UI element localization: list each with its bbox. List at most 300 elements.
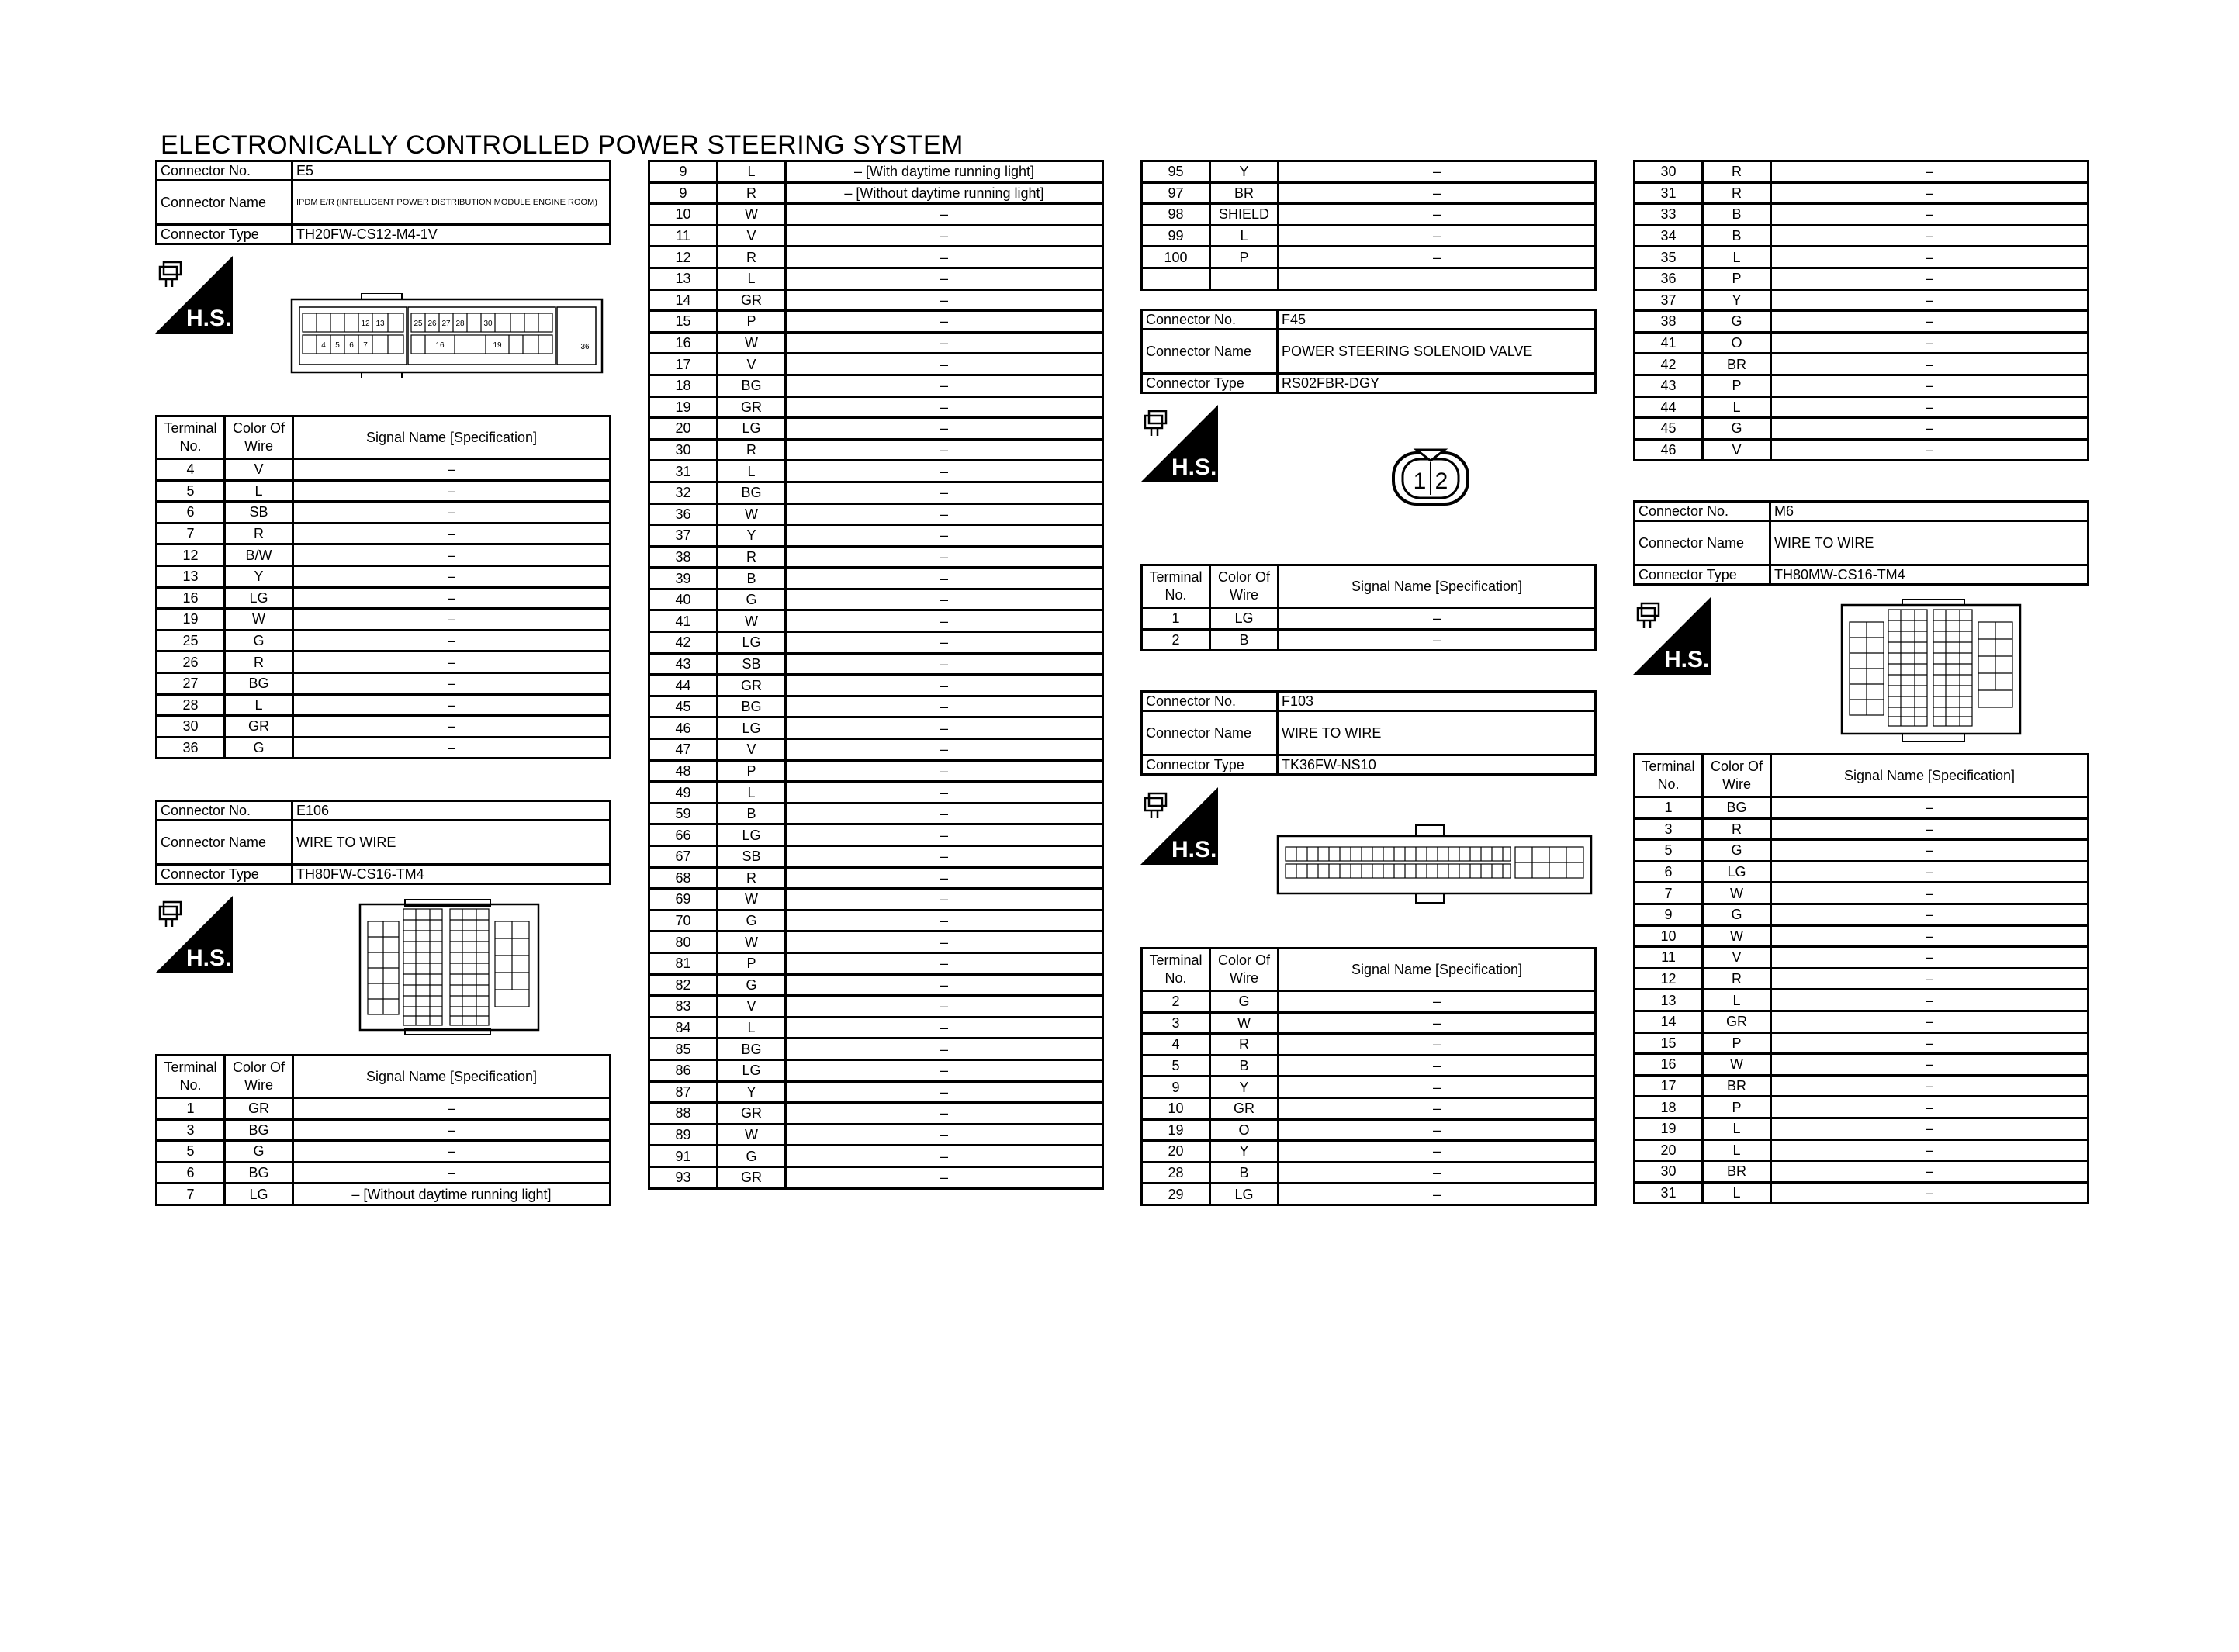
terminal-row bbox=[157, 1141, 611, 1163]
signal-name-cell: – bbox=[293, 1162, 611, 1184]
terminal-no-cell: 28 bbox=[157, 694, 225, 716]
terminal-row bbox=[1635, 1032, 2088, 1054]
connector-no-label: Connector No. bbox=[1142, 692, 1278, 711]
wire-color-cell: BR bbox=[1703, 1075, 1771, 1097]
terminal-no-cell: 68 bbox=[649, 867, 718, 889]
wire-color-cell: GR bbox=[225, 716, 293, 738]
terminal-row bbox=[649, 482, 1103, 503]
wire-color-cell: SB bbox=[225, 502, 293, 524]
terminal-row bbox=[649, 996, 1103, 1018]
signal-name-cell: – bbox=[786, 632, 1103, 654]
signal-name-cell: – bbox=[786, 461, 1103, 482]
terminal-row bbox=[649, 375, 1103, 396]
signal-name-cell: – bbox=[786, 952, 1103, 974]
wire-color-cell: BG bbox=[225, 672, 293, 694]
terminal-no-cell: 12 bbox=[649, 247, 718, 268]
terminal-no-cell: 46 bbox=[649, 717, 718, 739]
terminal-row bbox=[1635, 883, 2088, 904]
terminal-no-cell bbox=[1142, 268, 1210, 289]
terminal-row bbox=[649, 225, 1103, 247]
connector-no-value: F45 bbox=[1278, 310, 1596, 330]
terminal-no-cell: 1 bbox=[157, 1098, 225, 1120]
terminal-no-cell: 15 bbox=[649, 311, 718, 333]
signal-name-cell: – bbox=[1771, 947, 2088, 969]
signal-name-cell: – bbox=[786, 439, 1103, 461]
terminal-no-cell: 88 bbox=[649, 1103, 718, 1125]
terminal-no-cell: 67 bbox=[649, 846, 718, 868]
terminal-no-cell: 66 bbox=[649, 824, 718, 846]
wire-color-cell: L bbox=[225, 694, 293, 716]
signal-name-header: Signal Name [Specification] bbox=[1771, 755, 2088, 797]
connector-name-value: POWER STEERING SOLENOID VALVE bbox=[1278, 330, 1596, 374]
terminal-row bbox=[1635, 904, 2088, 925]
signal-name-cell: – bbox=[1771, 990, 2088, 1011]
terminal-row bbox=[1142, 1055, 1596, 1077]
terminal-no-header: Terminal No. bbox=[1635, 755, 1703, 797]
terminal-row bbox=[649, 289, 1103, 311]
connector-name-label: Connector Name bbox=[1635, 521, 1770, 565]
wire-color-cell: G bbox=[225, 630, 293, 651]
wire-color-cell: P bbox=[718, 952, 786, 974]
signal-name-cell: – bbox=[786, 867, 1103, 889]
wire-color-cell: P bbox=[1210, 247, 1279, 268]
signal-name-cell: – bbox=[1771, 1139, 2088, 1161]
signal-name-cell: – bbox=[786, 589, 1103, 610]
terminal-row bbox=[157, 630, 611, 651]
terminal-row bbox=[1142, 1034, 1596, 1056]
wire-color-cell: B/W bbox=[225, 544, 293, 566]
terminal-row bbox=[649, 952, 1103, 974]
e5-pin-label: 27 bbox=[441, 320, 451, 328]
signal-name-cell: – bbox=[786, 974, 1103, 996]
signal-name-cell: – bbox=[786, 354, 1103, 375]
terminal-no-cell: 44 bbox=[1635, 396, 1703, 418]
terminal-row bbox=[649, 204, 1103, 226]
wire-color-cell: V bbox=[718, 225, 786, 247]
wire-color-cell: L bbox=[1703, 1182, 1771, 1204]
signal-name-cell: – bbox=[1279, 991, 1596, 1013]
connector-type-label: Connector Type bbox=[1635, 565, 1770, 585]
wire-color-cell: L bbox=[1703, 990, 1771, 1011]
terminal-no-cell: 6 bbox=[1635, 861, 1703, 883]
terminal-row bbox=[1635, 418, 2088, 440]
signal-name-cell: – bbox=[293, 459, 611, 481]
connector-e106-terminal-table-continued bbox=[1140, 160, 1597, 291]
terminal-row bbox=[649, 675, 1103, 696]
signal-name-cell: – bbox=[786, 1081, 1103, 1103]
connector-name-value: IPDM E/R (INTELLIGENT POWER DISTRIBUTION MODULE ENGINE ROOM) bbox=[292, 181, 611, 225]
wire-color-cell: R bbox=[718, 867, 786, 889]
terminal-row bbox=[157, 716, 611, 738]
f45-pin-label: 2 bbox=[1434, 468, 1448, 494]
terminal-row bbox=[157, 1098, 611, 1120]
terminal-row bbox=[649, 760, 1103, 782]
wire-color-cell: GR bbox=[1703, 1011, 1771, 1032]
f45-pin-label: 1 bbox=[1413, 468, 1427, 494]
terminal-row bbox=[1142, 991, 1596, 1013]
wire-color-cell: W bbox=[225, 609, 293, 631]
terminal-no-cell: 12 bbox=[1635, 968, 1703, 990]
terminal-row bbox=[1142, 247, 1596, 268]
signal-name-cell: – bbox=[1279, 1141, 1596, 1163]
connector-type-value: TH80FW-CS16-TM4 bbox=[292, 865, 611, 884]
wire-color-cell: R bbox=[1703, 182, 1771, 204]
terminal-row bbox=[1635, 1161, 2088, 1183]
terminal-row bbox=[649, 525, 1103, 547]
e5-pin-label: 12 bbox=[361, 320, 370, 328]
terminal-no-cell: 37 bbox=[1635, 289, 1703, 311]
signal-name-cell: – bbox=[1771, 332, 2088, 354]
terminal-no-cell: 49 bbox=[649, 782, 718, 804]
wire-color-cell: V bbox=[718, 739, 786, 761]
signal-name-cell: – bbox=[786, 610, 1103, 632]
signal-name-cell: – bbox=[293, 565, 611, 587]
signal-name-cell: – bbox=[1771, 354, 2088, 375]
terminal-no-cell: 30 bbox=[157, 716, 225, 738]
wire-color-cell: R bbox=[225, 523, 293, 544]
signal-name-cell: – bbox=[786, 311, 1103, 333]
terminal-no-cell: 5 bbox=[157, 1141, 225, 1163]
wire-color-cell: P bbox=[718, 311, 786, 333]
wire-color-cell: V bbox=[718, 996, 786, 1018]
terminal-no-cell: 30 bbox=[649, 439, 718, 461]
wire-color-cell: O bbox=[1703, 332, 1771, 354]
wire-color-cell: R bbox=[718, 439, 786, 461]
terminal-no-cell: 31 bbox=[649, 461, 718, 482]
terminal-row bbox=[649, 824, 1103, 846]
terminal-row bbox=[649, 803, 1103, 824]
terminal-no-cell: 36 bbox=[157, 737, 225, 759]
terminal-no-cell: 17 bbox=[649, 354, 718, 375]
signal-name-cell: – bbox=[786, 1124, 1103, 1146]
connector-type-value: TK36FW-NS10 bbox=[1278, 755, 1596, 775]
signal-name-cell: – bbox=[1771, 840, 2088, 862]
signal-name-cell: – bbox=[786, 782, 1103, 804]
terminal-no-cell: 38 bbox=[649, 546, 718, 568]
connector-type-label: Connector Type bbox=[157, 225, 292, 244]
signal-name-header: Signal Name [Specification] bbox=[293, 416, 611, 459]
terminal-no-cell: 100 bbox=[1142, 247, 1210, 268]
terminal-no-cell: 42 bbox=[1635, 354, 1703, 375]
signal-name-cell bbox=[1279, 268, 1596, 289]
terminal-row bbox=[1142, 182, 1596, 204]
terminal-no-cell: 13 bbox=[649, 268, 718, 289]
terminal-row bbox=[1635, 1011, 2088, 1032]
signal-name-cell: – bbox=[786, 247, 1103, 268]
connector-no-value: M6 bbox=[1770, 502, 2088, 521]
terminal-row bbox=[649, 503, 1103, 525]
hs-label: H.S. bbox=[186, 306, 232, 331]
signal-name-cell: – bbox=[786, 675, 1103, 696]
terminal-row bbox=[1635, 439, 2088, 461]
terminal-row bbox=[649, 589, 1103, 610]
terminal-no-cell: 83 bbox=[649, 996, 718, 1018]
terminal-row bbox=[157, 459, 611, 481]
terminal-no-cell: 35 bbox=[1635, 247, 1703, 268]
terminal-no-cell: 30 bbox=[1635, 161, 1703, 183]
signal-name-cell: – bbox=[1279, 247, 1596, 268]
terminal-row bbox=[157, 609, 611, 631]
wire-color-cell: R bbox=[1703, 968, 1771, 990]
e5-pin-label: 36 bbox=[580, 343, 590, 351]
signal-name-cell: – bbox=[786, 1166, 1103, 1188]
connector-type-label: Connector Type bbox=[157, 865, 292, 884]
signal-name-cell: – bbox=[786, 889, 1103, 911]
terminal-no-cell: 19 bbox=[649, 396, 718, 418]
hs-harness-side-icon bbox=[155, 256, 233, 334]
terminal-no-cell: 31 bbox=[1635, 1182, 1703, 1204]
signal-name-cell: – bbox=[786, 1146, 1103, 1167]
terminal-row bbox=[1635, 797, 2088, 819]
terminal-no-cell: 19 bbox=[1635, 1118, 1703, 1139]
wire-color-cell: Y bbox=[1210, 1077, 1279, 1098]
signal-name-cell: – bbox=[786, 824, 1103, 846]
signal-name-cell: – bbox=[1279, 182, 1596, 204]
terminal-no-cell: 5 bbox=[1142, 1055, 1210, 1077]
wire-color-cell: BG bbox=[718, 696, 786, 717]
e5-pin-label: 25 bbox=[414, 320, 423, 328]
wire-color-cell: L bbox=[718, 268, 786, 289]
wire-color-cell: R bbox=[1210, 1034, 1279, 1056]
connector-type-value: RS02FBR-DGY bbox=[1278, 374, 1596, 393]
terminal-row bbox=[157, 1162, 611, 1184]
terminal-row bbox=[1635, 990, 2088, 1011]
wire-color-cell: BG bbox=[1703, 797, 1771, 819]
signal-name-cell: – bbox=[786, 760, 1103, 782]
connector-e5-face-diagram bbox=[290, 293, 605, 382]
e5-pin-label: 7 bbox=[363, 341, 368, 350]
terminal-row bbox=[157, 1119, 611, 1141]
terminal-row bbox=[649, 867, 1103, 889]
signal-name-cell: – bbox=[293, 1119, 611, 1141]
terminal-no-cell: 44 bbox=[649, 675, 718, 696]
signal-name-cell: – bbox=[786, 1059, 1103, 1081]
signal-name-cell: – bbox=[1771, 904, 2088, 925]
wire-color-cell: LG bbox=[225, 1184, 293, 1205]
terminal-row bbox=[649, 782, 1103, 804]
hs-harness-side-icon bbox=[1633, 597, 1711, 675]
connector-e106-terminal-table-continued bbox=[648, 160, 1104, 1190]
signal-name-cell: – bbox=[786, 503, 1103, 525]
signal-name-cell: – bbox=[293, 502, 611, 524]
terminal-row bbox=[1142, 608, 1596, 630]
terminal-no-cell: 48 bbox=[649, 760, 718, 782]
terminal-row bbox=[649, 910, 1103, 931]
terminal-row bbox=[649, 632, 1103, 654]
terminal-row bbox=[157, 651, 611, 673]
connector-e5-terminal-table bbox=[155, 415, 611, 759]
wire-color-cell: W bbox=[718, 332, 786, 354]
e5-pin-label: 19 bbox=[493, 341, 502, 350]
terminal-no-cell: 87 bbox=[649, 1081, 718, 1103]
wire-color-cell: W bbox=[718, 931, 786, 953]
wire-color-cell: LG bbox=[718, 1059, 786, 1081]
terminal-row bbox=[1142, 1119, 1596, 1141]
terminal-no-cell: 10 bbox=[649, 204, 718, 226]
wire-color-cell: G bbox=[718, 910, 786, 931]
terminal-row bbox=[649, 418, 1103, 440]
terminal-no-cell: 16 bbox=[157, 587, 225, 609]
wire-color-cell: G bbox=[225, 1141, 293, 1163]
terminal-row bbox=[1635, 289, 2088, 311]
terminal-no-cell: 15 bbox=[1635, 1032, 1703, 1054]
wire-color-cell: W bbox=[718, 610, 786, 632]
signal-name-cell: – bbox=[1771, 439, 2088, 461]
signal-name-cell: – bbox=[786, 204, 1103, 226]
terminal-no-header: Terminal No. bbox=[1142, 565, 1210, 608]
terminal-row bbox=[649, 1081, 1103, 1103]
wire-color-cell: W bbox=[718, 503, 786, 525]
signal-name-cell: – bbox=[786, 289, 1103, 311]
wire-color-cell: P bbox=[1703, 375, 1771, 396]
terminal-no-cell: 32 bbox=[649, 482, 718, 503]
terminal-row bbox=[1142, 161, 1596, 183]
connector-m6-face-diagram bbox=[1840, 599, 2022, 747]
signal-name-cell: – bbox=[293, 480, 611, 502]
wire-color-cell: W bbox=[1210, 1012, 1279, 1034]
wire-color-cell: W bbox=[718, 204, 786, 226]
signal-name-cell: – bbox=[786, 268, 1103, 289]
signal-name-cell: – bbox=[786, 546, 1103, 568]
wire-color-cell: G bbox=[718, 974, 786, 996]
wire-color-cell: W bbox=[718, 1124, 786, 1146]
signal-name-cell: – bbox=[293, 609, 611, 631]
terminal-no-cell: 9 bbox=[649, 182, 718, 204]
terminal-no-cell: 91 bbox=[649, 1146, 718, 1167]
hs-label: H.S. bbox=[1664, 647, 1710, 672]
wire-color-cell: GR bbox=[718, 1103, 786, 1125]
terminal-row bbox=[1635, 332, 2088, 354]
connector-f45-info bbox=[1140, 309, 1597, 394]
wire-color-cell: P bbox=[1703, 1032, 1771, 1054]
terminal-row bbox=[649, 1166, 1103, 1188]
wire-color-cell: BG bbox=[718, 482, 786, 503]
terminal-row bbox=[649, 1059, 1103, 1081]
signal-name-cell: – bbox=[1771, 182, 2088, 204]
connector-m6-info bbox=[1633, 500, 2089, 586]
wire-color-cell: W bbox=[1703, 883, 1771, 904]
terminal-no-cell: 7 bbox=[157, 1184, 225, 1205]
signal-name-cell: – bbox=[293, 544, 611, 566]
wire-color-cell: SB bbox=[718, 653, 786, 675]
terminal-no-cell: 84 bbox=[649, 1017, 718, 1039]
signal-name-cell: – bbox=[1279, 1012, 1596, 1034]
terminal-row bbox=[649, 1146, 1103, 1167]
signal-name-cell: – bbox=[1771, 161, 2088, 183]
wire-color-cell: L bbox=[718, 782, 786, 804]
terminal-row bbox=[157, 694, 611, 716]
terminal-no-cell: 20 bbox=[1635, 1139, 1703, 1161]
wire-color-cell: GR bbox=[1210, 1097, 1279, 1119]
terminal-row bbox=[649, 846, 1103, 868]
terminal-no-cell: 10 bbox=[1635, 925, 1703, 947]
terminal-row bbox=[649, 931, 1103, 953]
signal-name-cell: – bbox=[1279, 161, 1596, 183]
terminal-no-cell: 11 bbox=[1635, 947, 1703, 969]
wire-color-cell: L bbox=[1703, 1139, 1771, 1161]
signal-name-cell: – bbox=[1771, 375, 2088, 396]
terminal-no-cell: 93 bbox=[649, 1166, 718, 1188]
signal-name-cell: – bbox=[1771, 1011, 2088, 1032]
wire-color-cell: SB bbox=[718, 846, 786, 868]
signal-name-cell: – bbox=[786, 653, 1103, 675]
terminal-no-cell: 16 bbox=[1635, 1054, 1703, 1076]
connector-no-label: Connector No. bbox=[157, 801, 292, 821]
wire-color-cell: L bbox=[1703, 1118, 1771, 1139]
signal-name-cell: – bbox=[786, 717, 1103, 739]
connector-no-label: Connector No. bbox=[1142, 310, 1278, 330]
signal-name-cell: – bbox=[1279, 1034, 1596, 1056]
terminal-no-cell: 1 bbox=[1635, 797, 1703, 819]
e5-pin-label: 5 bbox=[335, 341, 340, 350]
terminal-row bbox=[157, 523, 611, 544]
e5-pin-label: 26 bbox=[427, 320, 437, 328]
page-title: ELECTRONICALLY CONTROLLED POWER STEERING SYSTEM bbox=[161, 130, 964, 160]
wire-color-cell: G bbox=[1703, 904, 1771, 925]
terminal-no-cell: 38 bbox=[1635, 311, 1703, 333]
terminal-no-cell: 43 bbox=[1635, 375, 1703, 396]
terminal-no-cell: 4 bbox=[157, 459, 225, 481]
connector-type-label: Connector Type bbox=[1142, 755, 1278, 775]
wire-color-cell: LG bbox=[718, 824, 786, 846]
terminal-no-cell: 31 bbox=[1635, 182, 1703, 204]
wire-color-cell: Y bbox=[1210, 1141, 1279, 1163]
wire-color-cell: B bbox=[1210, 1162, 1279, 1184]
signal-name-cell: – bbox=[1771, 968, 2088, 990]
terminal-row bbox=[1635, 1097, 2088, 1118]
terminal-no-cell: 30 bbox=[1635, 1161, 1703, 1183]
terminal-no-cell: 6 bbox=[157, 502, 225, 524]
signal-name-cell: – bbox=[1771, 396, 2088, 418]
wire-color-cell: R bbox=[1703, 161, 1771, 183]
terminal-row bbox=[1635, 1054, 2088, 1076]
wire-color-cell: L bbox=[718, 461, 786, 482]
signal-name-cell: – bbox=[1771, 925, 2088, 947]
e5-pin-label: 16 bbox=[435, 341, 445, 350]
terminal-row bbox=[649, 889, 1103, 911]
signal-name-cell: – bbox=[1771, 311, 2088, 333]
wire-color-cell: W bbox=[1703, 925, 1771, 947]
terminal-row bbox=[1635, 1139, 2088, 1161]
wire-color-cell: O bbox=[1210, 1119, 1279, 1141]
terminal-row bbox=[649, 268, 1103, 289]
terminal-no-cell: 13 bbox=[157, 565, 225, 587]
terminal-row bbox=[1142, 629, 1596, 651]
signal-name-cell: – bbox=[293, 694, 611, 716]
signal-name-cell: – bbox=[293, 716, 611, 738]
terminal-no-cell: 86 bbox=[649, 1059, 718, 1081]
connector-name-label: Connector Name bbox=[1142, 711, 1278, 755]
terminal-no-cell: 3 bbox=[1635, 818, 1703, 840]
signal-name-cell: – bbox=[1279, 629, 1596, 651]
wire-color-cell: B bbox=[1210, 1055, 1279, 1077]
terminal-no-cell: 1 bbox=[1142, 608, 1210, 630]
wire-color-cell: B bbox=[1210, 629, 1279, 651]
terminal-no-cell: 36 bbox=[1635, 268, 1703, 289]
terminal-no-cell: 3 bbox=[157, 1119, 225, 1141]
terminal-row bbox=[1142, 204, 1596, 226]
signal-name-cell: – bbox=[786, 910, 1103, 931]
wire-color-cell: LG bbox=[718, 632, 786, 654]
color-of-wire-header: Color Of Wire bbox=[225, 416, 293, 459]
terminal-no-header: Terminal No. bbox=[1142, 949, 1210, 991]
terminal-row bbox=[1635, 161, 2088, 183]
signal-name-cell: – bbox=[1771, 1182, 2088, 1204]
signal-name-cell: – bbox=[1279, 1184, 1596, 1205]
signal-name-cell: – bbox=[786, 803, 1103, 824]
e5-pin-label: 4 bbox=[321, 341, 326, 350]
wire-color-cell: L bbox=[1210, 225, 1279, 247]
